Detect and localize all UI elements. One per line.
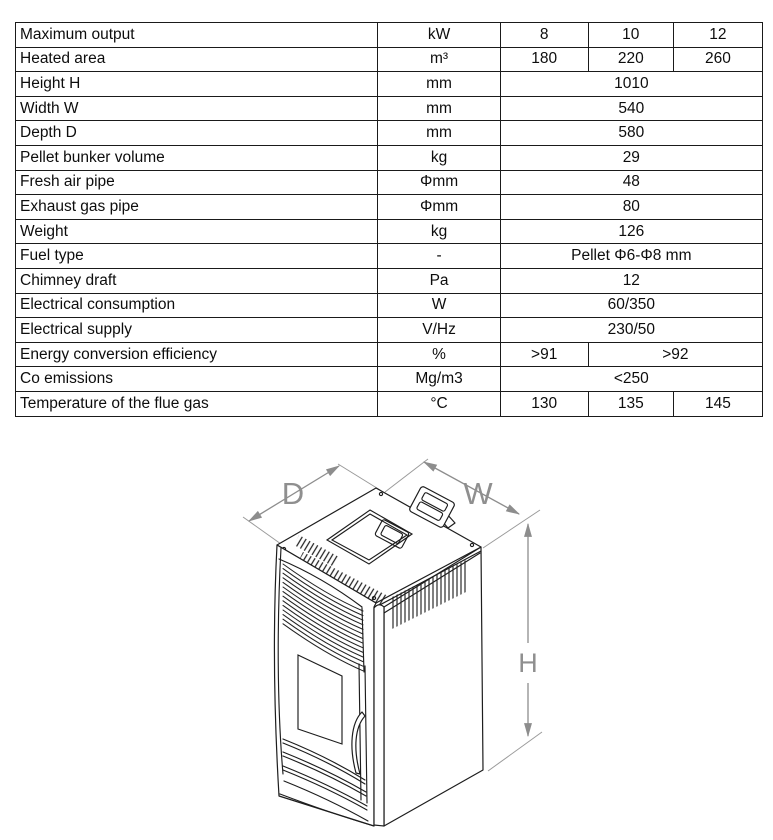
table-row bbox=[16, 47, 763, 72]
spec-value: 230/50 bbox=[500, 318, 762, 343]
table-row bbox=[16, 318, 763, 343]
spec-value: 180 bbox=[500, 47, 588, 72]
spec-value: Pellet Φ6-Φ8 mm bbox=[500, 244, 762, 269]
extension-line bbox=[483, 510, 540, 548]
spec-unit: kg bbox=[378, 145, 500, 170]
height-label: H bbox=[518, 648, 538, 678]
spec-value: 29 bbox=[500, 145, 762, 170]
width-label: W bbox=[463, 476, 493, 511]
extension-line bbox=[243, 517, 281, 544]
table-row bbox=[16, 145, 763, 170]
spec-value: 12 bbox=[500, 268, 762, 293]
spec-unit: % bbox=[378, 342, 500, 367]
specification-table bbox=[15, 22, 763, 417]
spec-value: 8 bbox=[500, 23, 588, 48]
spec-value: 48 bbox=[500, 170, 762, 195]
spec-value: 540 bbox=[500, 96, 762, 121]
spec-label: Temperature of the flue gas bbox=[16, 391, 378, 416]
spec-unit: W bbox=[378, 293, 500, 318]
spec-value: 135 bbox=[588, 391, 673, 416]
stove-body bbox=[275, 486, 483, 826]
stove-isometric-diagram bbox=[0, 440, 773, 840]
table-row bbox=[16, 219, 763, 244]
spec-value: 12 bbox=[673, 23, 762, 48]
depth-label: D bbox=[281, 476, 305, 511]
table-row bbox=[16, 268, 763, 293]
spec-unit: mm bbox=[378, 121, 500, 146]
table-row bbox=[16, 170, 763, 195]
table-row bbox=[16, 121, 763, 146]
extension-line bbox=[488, 732, 542, 771]
spec-label: Width W bbox=[16, 96, 378, 121]
spec-unit: mm bbox=[378, 72, 500, 97]
extension-line bbox=[338, 464, 380, 490]
table-row bbox=[16, 72, 763, 97]
spec-label: Fuel type bbox=[16, 244, 378, 269]
spec-unit: m³ bbox=[378, 47, 500, 72]
spec-label: Energy conversion efficiency bbox=[16, 342, 378, 367]
spec-label: Heated area bbox=[16, 47, 378, 72]
spec-label: Electrical consumption bbox=[16, 293, 378, 318]
spec-unit: - bbox=[378, 244, 500, 269]
spec-value: 10 bbox=[588, 23, 673, 48]
spec-unit: mm bbox=[378, 96, 500, 121]
spec-label: Exhaust gas pipe bbox=[16, 195, 378, 220]
spec-unit: Pa bbox=[378, 268, 500, 293]
table-row bbox=[16, 367, 763, 392]
spec-label: Fresh air pipe bbox=[16, 170, 378, 195]
spec-unit: kW bbox=[378, 23, 500, 48]
spec-unit: Mg/m3 bbox=[378, 367, 500, 392]
spec-value: 220 bbox=[588, 47, 673, 72]
spec-unit: Φmm bbox=[378, 170, 500, 195]
corner-pillar bbox=[374, 605, 384, 826]
spec-value: 580 bbox=[500, 121, 762, 146]
spec-label: Pellet bunker volume bbox=[16, 145, 378, 170]
spec-value: 1010 bbox=[500, 72, 762, 97]
table-row bbox=[16, 195, 763, 220]
spec-value: <250 bbox=[500, 367, 762, 392]
table-row bbox=[16, 342, 763, 367]
spec-unit: °C bbox=[378, 391, 500, 416]
table-row bbox=[16, 391, 763, 416]
spec-label: Chimney draft bbox=[16, 268, 378, 293]
table-row bbox=[16, 293, 763, 318]
spec-value: >91 bbox=[500, 342, 588, 367]
spec-value: 60/350 bbox=[500, 293, 762, 318]
spec-label: Co emissions bbox=[16, 367, 378, 392]
spec-value: 80 bbox=[500, 195, 762, 220]
spec-label: Weight bbox=[16, 219, 378, 244]
spec-value: 130 bbox=[500, 391, 588, 416]
spec-value: >92 bbox=[588, 342, 762, 367]
spec-label: Depth D bbox=[16, 121, 378, 146]
spec-unit: kg bbox=[378, 219, 500, 244]
table-row bbox=[16, 23, 763, 48]
spec-unit: V/Hz bbox=[378, 318, 500, 343]
spec-label: Height H bbox=[16, 72, 378, 97]
spec-value: 126 bbox=[500, 219, 762, 244]
spec-value: 145 bbox=[673, 391, 762, 416]
table-row bbox=[16, 96, 763, 121]
spec-unit: Φmm bbox=[378, 195, 500, 220]
spec-label: Maximum output bbox=[16, 23, 378, 48]
spec-value: 260 bbox=[673, 47, 762, 72]
table-row bbox=[16, 244, 763, 269]
spec-label: Electrical supply bbox=[16, 318, 378, 343]
